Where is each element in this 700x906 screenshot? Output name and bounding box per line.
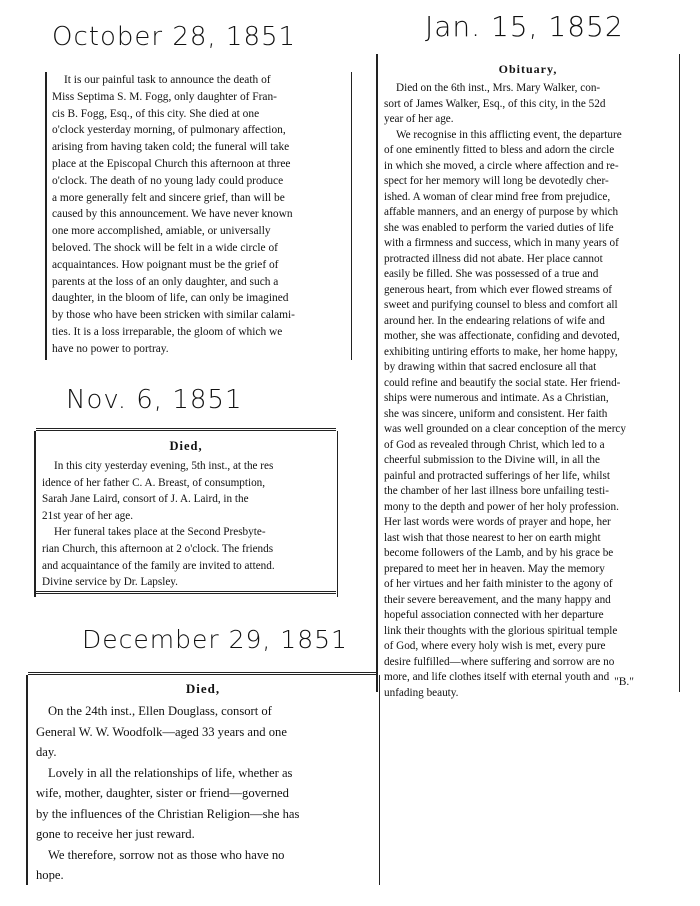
handwritten-date-january: Jan. 15, 1852 [425,10,624,43]
handwritten-date-december: December 29, 1851 [82,625,348,654]
text-line: On the 24th inst., Ellen Douglass, consort of [48,704,272,718]
text-line: day. [36,745,57,759]
text-line: exhibiting untiring efforts to make, her home happy, [384,345,618,358]
text-line: become followers of the Lamb, and by his grace be [384,547,614,559]
notice-heading: Died, [185,681,221,696]
clipping-walker [378,54,678,699]
text-line: In this city yesterday evening, 5th inst., at the res [54,460,274,472]
text-line: unfading beauty. [384,686,459,699]
column-rule [351,72,353,360]
text-line: one more accomplished, amiable, or universally [52,225,271,238]
text-line: place at the Episcopal Church this afternoon at three [52,157,291,170]
column-rule [379,675,381,885]
text-line: mony to the depth and power of her holy profession. [384,500,619,513]
text-line: with a firmness and success, which in many years of [384,237,619,249]
text-line: idence of her father C. A. Breast, of consumption, [42,476,266,489]
text-line: o'clock yesterday morning, of pulmonary affection, [52,124,286,137]
text-line: in which she moved, a circle where affection and re- [384,159,619,172]
text-line: could refine and beautify the social state. Her friend- [384,376,621,389]
text-line: sort of James Walker, Esq., of this city, in the 52d [384,97,606,110]
text-line: hopeful association connected with her departure [384,609,604,621]
text-line: We therefore, sorrow not as those who have no [48,847,285,862]
text-line: Her funeral takes place at the Second Presbyte- [54,526,266,539]
text-line: gone to receive her just reward. [36,827,195,841]
text-line: around her. In the endearing relations of wife and [384,314,605,327]
text-line: ished. A woman of clear mind free from prejudice, [384,190,611,203]
text-line: the chamber of her last illness bore unfailing testi- [384,485,609,497]
text-line: desire fulfilled—where suffering and sorrow are no [384,655,615,668]
text-line: a more generally felt and sincere grief, than will be [52,191,285,204]
text-line: Died on the 6th inst., Mrs. Mary Walker, con- [396,82,601,94]
text-line: protracted illness did not abate. Her place cannot [384,252,603,265]
text-line: rian Church, this afternoon at 2 o'clock. The friends [42,542,274,555]
notice-heading: Obituary, [498,62,558,76]
text-line: cheerful submission to the Divine will, in all the [384,454,600,466]
text-line: painful and protracted sufferings of her life, whilst [384,469,610,482]
clipping-laird [36,428,336,594]
text-line: prepared to meet her in heaven. May the memory [384,562,605,575]
column-rule [26,675,28,885]
text-line: by those who have been stricken with similar calami- [52,309,295,322]
text-line: ties. It is a loss irreparable, the gloom of which we [52,325,283,338]
text-line: have no power to portray. [52,342,169,355]
text-line: she was enabled to perform the varied duties of life [384,221,614,234]
text-line: Miss Septima S. M. Fogg, only daughter of Fran- [52,90,277,103]
text-line: arising from having taken cold; the funeral will take [52,141,290,154]
clipping-body [36,701,370,886]
text-line: caused by this announcement. We have never known [52,208,293,221]
text-line: by the influences of the Christian Religion—she has [36,806,300,821]
text-line: o'clock. The death of no young lady could produce [52,174,284,187]
text-line: affable manners, and an energy of purpose by which [384,206,619,218]
clipping-douglass [28,672,378,882]
text-line: more, and life clothes itself with eternal youth and [384,671,610,683]
text-line: 21st year of her age. [42,509,134,522]
text-line: Divine service by Dr. Lapsley. [42,576,178,589]
text-line: acquaintances. How poignant must be the grief of [52,258,279,271]
text-line: of God, where every holy wish is met, every pure [384,640,606,652]
text-line: spect for her memory will long be devotedly cher- [384,175,609,187]
handwritten-date-november: Nov. 6, 1851 [66,385,243,415]
signature: "B." [614,676,634,688]
text-line: cis B. Fogg, Esq., of this city. She died at one [52,107,260,120]
text-line: ships were numerous and intimate. As a Christian, [384,392,609,404]
text-line: easily be filled. She was possessed of a true and [384,268,599,280]
text-line: Sarah Jane Laird, consort of J. A. Laird, in the [42,493,249,506]
text-line: mother, she was affectionate, confiding and devoted, [384,330,620,342]
text-line: their severe bereavement, and the many happy and [384,593,611,606]
text-line: We recognise in this afflicting event, the departure [396,128,622,141]
text-line: she was sincere, uniform and consistent. Her faith [384,407,608,420]
text-line: parents at the loss of an only daughter, and such a [52,275,279,288]
text-line: year of her age. [384,113,454,125]
text-line: was well grounded on a clear conception of the mercy [384,423,626,435]
column-rule [679,54,681,692]
text-line: Lovely in all the relationships of life, whether as [48,765,293,780]
clipping-body [42,458,330,591]
text-line: wife, mother, daughter, sister or friend—governed [36,786,289,800]
text-line: of one eminently fitted to bless and adorn the circle [384,144,615,156]
text-line: and acquaintance of the family are invited to attend. [42,559,275,572]
text-line: sweet and purifying counsel to bless and comfort all [384,299,618,311]
column-rule [376,54,378,692]
text-line: beloved. The shock will be felt in a wide circle of [52,241,278,254]
text-line: General W. W. Woodfolk—aged 33 years and one [36,724,287,739]
column-rule [34,431,36,597]
text-line: by drawing within that sacred enclosure all that [384,361,597,373]
text-line: link their thoughts with the glorious spiritual temple [384,624,618,637]
column-rule [45,72,47,360]
clipping-fogg [48,72,348,360]
text-line: of God as revealed through Christ, which led to a [384,438,605,451]
text-line: It is our painful task to announce the death of [64,74,271,86]
text-line: last wish that those nearest to her on earth might [384,531,601,544]
text-line: daughter, in the bloom of life, can only be imagined [52,292,289,305]
notice-heading: Died, [169,439,203,453]
text-line: of her virtues and her faith minister to the agony of [384,578,613,590]
text-line: Her last words were words of prayer and hope, her [384,516,611,528]
column-rule [337,431,339,597]
clipping-body [384,81,672,701]
handwritten-date-october: October 28, 1851 [52,22,297,52]
text-line: generous heart, from which ever flowed streams of [384,283,613,296]
text-line: hope. [36,868,64,882]
clipping-body [48,72,348,358]
